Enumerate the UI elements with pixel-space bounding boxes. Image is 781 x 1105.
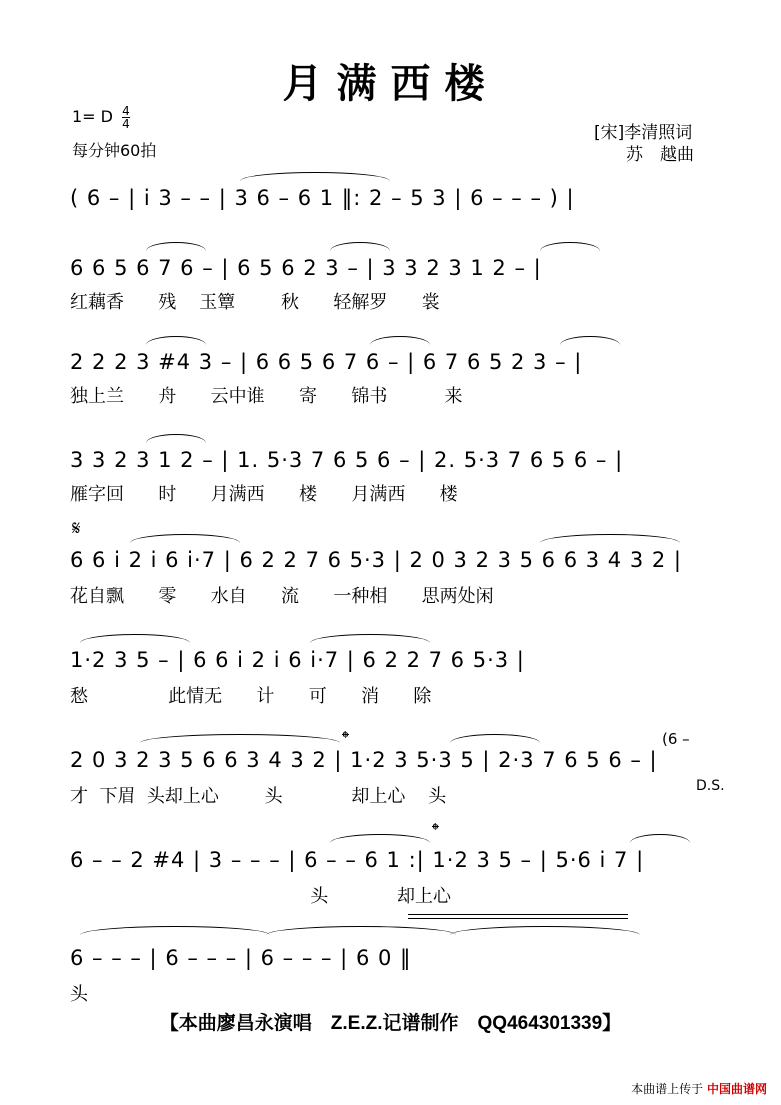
lyrics: 头 [70,984,88,1005]
score-row-2 [70,242,730,312]
lyrics: 愁 此情无 计 可 消 除 [70,686,432,707]
credit-line: 【本曲廖昌永演唱 Z.E.Z.记谱制作 QQ464301339】 [159,1013,622,1034]
time-sig-bottom: 4 [122,117,130,131]
slur-arc [560,336,620,345]
slur-arc [80,634,190,643]
tempo: 每分钟60拍 [72,141,157,160]
slur-arc [540,534,680,543]
notes: 6 – – – | 6 – – – | 6 – – – | 6 0 ‖ [70,946,412,970]
alternate-note: (6 – [662,730,690,748]
slur-arc [140,734,340,743]
notes: 2 2 2 3 #4 3 – | 6 6 5 6 7 6 – | 6 7 6 5 2 3 – | [70,350,583,374]
segno-sign: 𝄋 [72,516,81,540]
slur-arc [146,336,206,345]
score-row-8 [70,830,730,906]
time-signature [122,105,130,130]
coda-sign: 𝄌 [342,726,349,750]
score-row-7 [70,730,730,806]
lyrics: 红藕香 残 玉簟 秋 轻解罗 裳 [70,292,440,313]
tie-arc [330,834,430,843]
tie-arc [266,926,456,935]
key-label: 1= D [72,107,113,126]
slur-arc [146,434,206,443]
notes: ( 6 – | i 3 – – | 3 6 – 6 1 ‖: 2 – 5 3 | 6 – – – ) | [70,186,575,210]
tie-arc [240,172,390,181]
song-title: 月满西楼 [282,60,499,107]
lyrics: 雁字回 时 月满西 楼 月满西 楼 [70,484,458,505]
notes: 6 6 5 6 7 6 – | 6 5 6 2 3 – | 3 3 2 3 1 2 – | [70,256,542,280]
notes: 1·2 3 5 – | 6 6 i 2 i 6 i·7 | 6 2 2 7 6 5·3 | [70,648,525,672]
notes: 6 – – 2 #4 | 3 – – – | 6 – – 6 1 :| 1·2 3 5 – | 5·6 i 7 | [70,848,645,872]
footer-text: 本曲谱上传于 [631,1082,704,1096]
slur-arc [450,734,540,743]
score-row-9 [70,922,730,1005]
notes: 6 6 i 2 i 6 i·7 | 6 2 2 7 6 5·3 | 2 0 3 2 3 5 6 6 3 4 3 2 | [70,548,682,572]
lyricist: [宋]李清照词 [594,123,693,143]
slur-arc [146,242,206,251]
time-sig-top: 4 [122,104,130,118]
composer: 苏 越曲 [626,145,694,165]
footer [631,1080,767,1097]
fermata-line [408,918,628,919]
fermata-line [408,914,628,915]
footer-site[interactable]: 中国曲谱网 [706,1082,767,1096]
lyrics: 头 却上心 [70,886,451,907]
tie-arc [450,926,640,935]
score-row-5 [70,530,730,606]
score-row-4 [70,430,730,505]
tie-arc [80,926,270,935]
notes: 2 0 3 2 3 5 6 6 3 4 3 2 | 1·2 3 5·3 5 | 2·3 7 6 5 6 – | [70,748,658,772]
key-signature [72,105,130,130]
coda-sign-2: 𝄌 [432,818,439,842]
slur-arc [330,242,390,251]
score-row-1 [70,172,730,232]
lyrics: 独上兰 舟 云中谁 寄 锦书 来 [70,386,463,407]
dal-segno: D.S. [696,778,725,794]
score-row-6 [70,630,730,706]
slur-arc [130,534,240,543]
slur-arc [630,834,690,843]
slur-arc [540,242,600,251]
slur-arc [370,336,430,345]
notes: 3 3 2 3 1 2 – | 1. 5·3 7 6 5 6 – | 2. 5·3 7 6 5 6 – | [70,448,624,472]
lyrics: 才 下眉 头却上心 头 却上心 头 [70,786,447,807]
score-row-3 [70,336,730,406]
slur-arc [310,634,430,643]
lyrics: 花自飘 零 水自 流 一种相 思两处闲 [70,586,494,607]
